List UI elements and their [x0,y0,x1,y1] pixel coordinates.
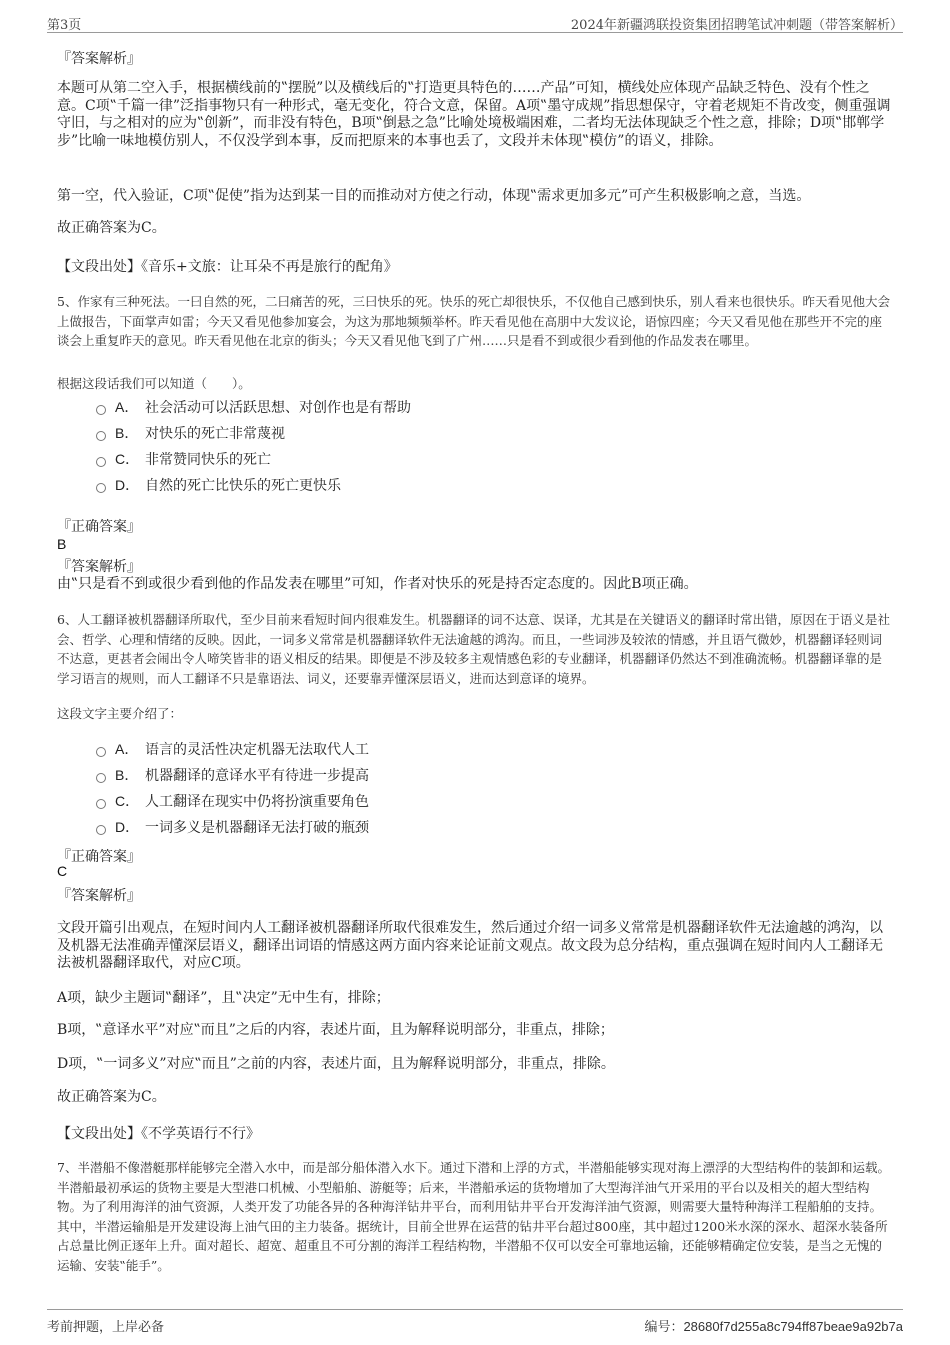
q6-option-c[interactable] [96,791,369,811]
q5-question: 根据这段话我们可以知道（ ）。 [57,376,251,391]
q5-analysis: 由‟只是看不到或很少看到他的作品发表在哪里”可知，作者对快乐的死是持否定态度的。因此B项正确。 [57,576,698,592]
radio-icon[interactable] [96,457,106,467]
q6-answer-label: 『正确答案』 [57,849,141,865]
option-letter: A． [115,741,139,757]
page-number: 第3页 [47,18,82,33]
option-text: 自然的死亡比快乐的死亡更快乐 [145,478,341,494]
q6-option-a[interactable] [96,739,369,759]
q4-source: 【文段出处】《音乐+文旅：让耳朵不再是旅行的配角》 [57,259,398,275]
q6-question: 这段文字主要介绍了： [57,706,183,721]
q5-answer: B [57,536,67,552]
code-label: 编号： [644,1319,684,1334]
q6-analysis-paragraph: 文段开篇引出观点，在短时间内人工翻译被机器翻译所取代很难发生，然后通过介绍一词多义常常是机器翻译软件无法逾越的鸿沟，以及机器无法准确弄懂深层语义，翻译出词语的情感这两方面内容来论证前文观点。故文段为总分结构，重点强调在短时间内人工翻译无法被机器翻译取代，对应C项。 [57,920,883,971]
option-text: 机器翻译的意译水平有待进一步提高 [145,768,369,784]
q6-analysis-option-a: A项，缺少主题词‟翻译”，且‟决定”无中生有，排除； [57,990,390,1006]
radio-icon[interactable] [96,825,106,835]
q6-source: 【文段出处】《不学英语行不行》 [57,1126,260,1142]
document-code [644,1316,903,1335]
page-footer [47,1309,903,1334]
q4-analysis-blank-one: 第一空，代入验证，C项‟促使”指为达到某一目的而推动对方使之行动，体现‟需求更加多元”可产生积极影响之意，当选。 [57,188,811,204]
radio-icon[interactable] [96,431,106,441]
radio-icon[interactable] [96,483,106,493]
option-letter: A． [115,399,139,415]
option-letter: C． [115,793,140,809]
radio-icon[interactable] [96,773,106,783]
radio-icon[interactable] [96,799,106,809]
option-letter: C． [115,451,140,467]
q5-option-a[interactable] [96,397,411,417]
option-letter: B． [115,767,139,783]
q4-correct-answer-text: 故正确答案为C。 [57,220,166,236]
q7-stem: 7、半潜船不像潜艇那样能够完全潜入水中，而是部分船体潜入水下。通过下潜和上浮的方式，半潜船能够实现对海上漂浮的大型结构件的装卸和运载。半潜船最初承运的货物主要是大型港口机械、小型船舶、游艇等；后来，半潜船承运的货物增加了大型海洋油气开采用的平台以及相关的超大型结构物。为了利用海洋的油气资源，人类开发了功能各异的各种海洋钻井平台，而利用钻井平台开发海洋油气资源，则需要大量特种海洋工程船舶的支持。其中，半潜运输船是开发建设海上油气田的主力装备。据统计，目前全世界在运营的钻井平台超过800座，其中超过1200米水深的深水、超深水装备所占总量比例正逐年上升。面对超长、超宽、超重且不可分割的海洋工程结构物，半潜船不仅可以安全可靠地运输，还能够精确定位安装，是当之无愧的运输、安装‟能手”。 [57,1160,890,1273]
q5-option-c[interactable] [96,449,271,469]
option-text: 一词多义是机器翻译无法打破的瓶颈 [145,820,369,836]
option-text: 人工翻译在现实中仍将扮演重要角色 [145,794,369,810]
radio-icon[interactable] [96,405,106,415]
q4-analysis-label: 『答案解析』 [57,51,141,67]
option-letter: D． [115,819,140,835]
radio-icon[interactable] [96,747,106,757]
q6-analysis-label: 『答案解析』 [57,888,141,904]
q5-answer-label: 『正确答案』 [57,519,141,535]
page-header [47,12,903,33]
q6-option-b[interactable] [96,765,369,785]
q6-answer: C [57,863,68,879]
option-text: 社会活动可以活跃思想、对创作也是有帮助 [145,400,411,416]
code-value: 28680f7d255a8c794ff87beae9a92b7a [683,1319,903,1334]
option-letter: B． [115,425,139,441]
q6-option-d[interactable] [96,817,369,837]
option-text: 对快乐的死亡非常蔑视 [145,426,285,442]
q5-option-d[interactable] [96,475,341,495]
q6-analysis-option-d: D项，‟一词多义”对应‟而且”之前的内容，表述片面，且为解释说明部分，非重点，排除。 [57,1056,615,1072]
q5-analysis-label: 『答案解析』 [57,559,141,575]
option-letter: D． [115,477,140,493]
q6-analysis-option-b: B项，‟意译水平”对应‟而且”之后的内容，表述片面，且为解释说明部分，非重点，排除； [57,1022,614,1038]
q5-option-b[interactable] [96,423,285,443]
q5-stem: 5、作家有三种死法。一曰自然的死，二曰痛苦的死，三曰快乐的死。快乐的死亡却很快乐，不仅他自己感到快乐，别人看来也很快乐。昨天看见他大会上做报告，下面掌声如雷；今天又看见他参加宴会，为这为那地频频举杯。昨天看见他在高朋中大发议论，语惊四座；今天又看见他在那些开不完的座谈会上重复昨天的意见。昨天看见他在北京的街头；今天又看见他飞到了广州……只是看不到或很少看到他的作品发表在哪里。 [57,294,890,348]
q6-stem: 6、人工翻译被机器翻译所取代，至少目前来看短时间内很难发生。机器翻译的词不达意、误译，尤其是在关键语义的翻译时常出错，原因在于语义是社会、哲学、心理和情绪的反映。因此，一词多义常常是机器翻译软件无法逾越的鸿沟。而且，一些词涉及较浓的情感，并且语气微妙，机器翻译轻则词不达意，更甚者会闹出令人啼笑皆非的语义相反的结果。即便是不涉及较多主观情感色彩的专业翻译，机器翻译仍然达不到准确流畅。机器翻译靠的是学习语言的规则，而人工翻译不只是靠语法、词义，还要靠弄懂深层语义，进而达到意译的境界。 [57,612,890,686]
document-title: 2024年新疆鸿联投资集团招聘笔试冲刺题（带答案解析） [570,18,903,33]
option-text: 语言的灵活性决定机器无法取代人工 [145,742,369,758]
q4-analysis-paragraph: 本题可从第二空入手，根据横线前的‟摆脱”以及横线后的‟打造更具特色的……产品”可知，横线处应体现产品缺乏特色、没有个性之意。C项‟千篇一律”泛指事物只有一种形式，毫无变化，符合文意，保留。A项‟墨守成规”指思想保守，守着老规矩不肯改变，侧重强调守旧，与之相对的应为‟创新”，而非没有特色，B项‟倒悬之急”比喻处境极端困难，二者均无法体现缺乏个性之意，排除；D项‟邯郸学步”比喻一味地模仿别人，不仅没学到本事，反而把原来的本事也丢了，文段并未体现‟模仿”的语义，排除。 [57,80,891,149]
footer-slogan: 考前押题，上岸必备 [47,1320,165,1335]
option-text: 非常赞同快乐的死亡 [145,452,271,468]
q6-correct-answer-text: 故正确答案为C。 [57,1089,166,1105]
